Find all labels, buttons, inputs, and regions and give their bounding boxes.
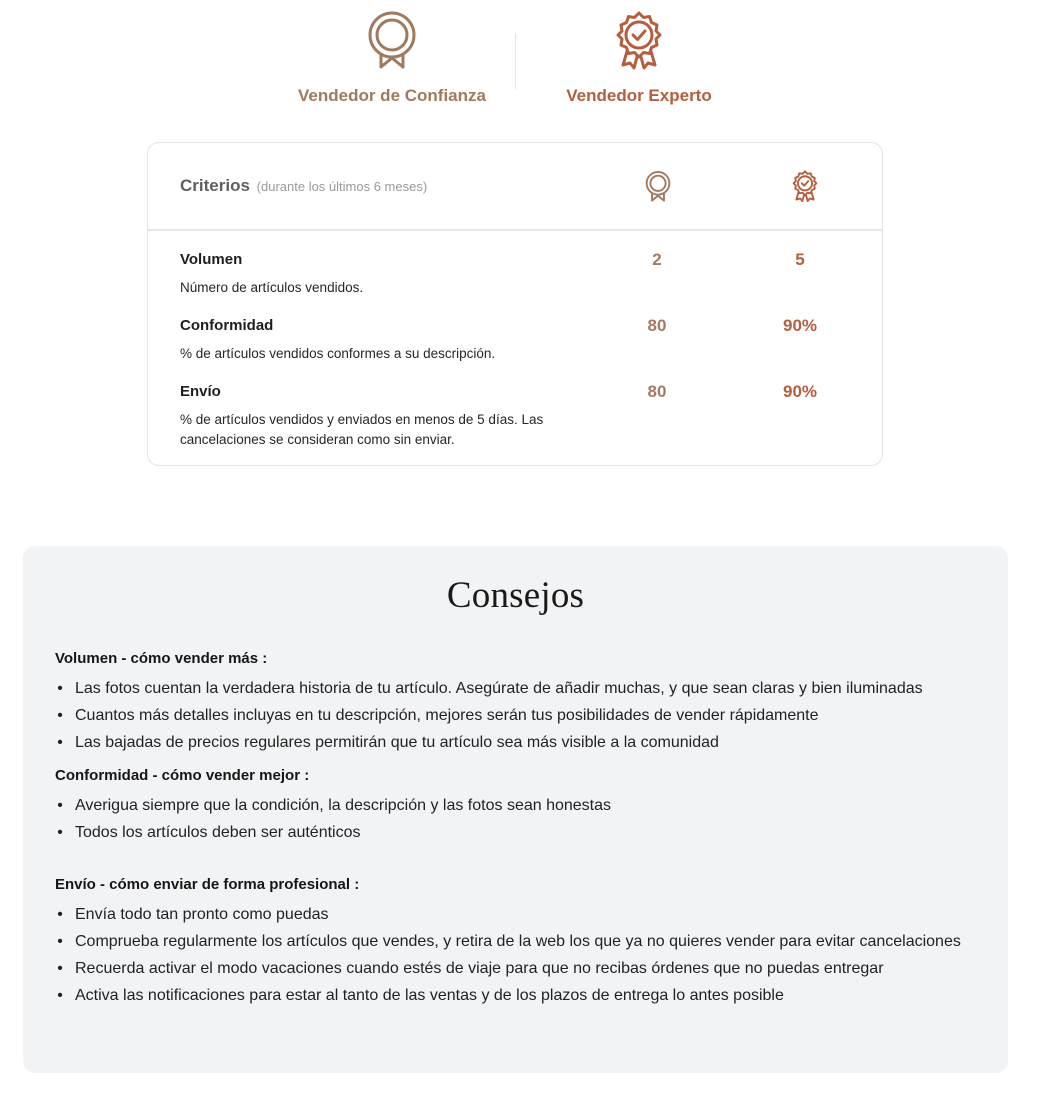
bullet-icon: • xyxy=(57,824,63,841)
criteria-row-conformity xyxy=(180,317,870,364)
list-item-text: Averigua siempre que la condición, la descripción y las fotos sean honestas xyxy=(75,797,612,814)
tips-section-title: Conformidad - cómo vender mejor : xyxy=(55,767,310,784)
criteria-value-expert: 5 xyxy=(795,250,805,269)
bullet-icon: • xyxy=(57,734,63,751)
badge-expert-label: Vendedor Experto xyxy=(566,86,712,105)
bullet-icon: • xyxy=(57,797,63,814)
criteria-value-expert: 90% xyxy=(782,316,818,335)
list-item-text: Activa las notificaciones para estar al tanto de las ventas y de los plazos de entrega lo antes posible xyxy=(75,987,784,1004)
criteria-table xyxy=(147,142,883,466)
list-item xyxy=(55,677,976,700)
criteria-row-name: Conformidad xyxy=(180,317,274,334)
criteria-row-volume xyxy=(180,251,870,298)
tips-list xyxy=(55,903,976,1007)
list-item xyxy=(55,821,976,844)
tips-section-conformity xyxy=(55,767,976,844)
tips-section-title: Envío - cómo enviar de forma profesional : xyxy=(55,876,360,893)
criteria-value-expert: 90% xyxy=(782,382,818,401)
list-item xyxy=(55,930,976,953)
badge-trusted-label: Vendedor de Confianza xyxy=(298,86,486,105)
tips-section-title: Volumen - cómo vender más : xyxy=(55,650,268,667)
seller-badges xyxy=(0,10,1031,106)
badge-trusted-seller xyxy=(269,10,515,106)
criteria-row-shipping xyxy=(180,383,870,450)
criteria-value-trusted: 80 xyxy=(647,316,667,335)
tips-section-volume xyxy=(55,650,976,754)
tips-title: Consejos xyxy=(446,575,585,616)
criteria-title-text: Criterios xyxy=(180,176,250,195)
criteria-row-name: Envío xyxy=(180,383,221,400)
bullet-icon: • xyxy=(57,960,63,977)
list-item xyxy=(55,731,976,754)
tips-panel xyxy=(23,546,1008,1073)
list-item-text: Cuantos más detalles incluyas en tu descripción, mejores serán tus posibilidades de vender rápidamente xyxy=(75,707,819,724)
list-item xyxy=(55,957,976,980)
list-item-text: Comprueba regularmente los artículos que vendes, y retira de la web los que ya no quieres vender para evitar cancelaciones xyxy=(75,933,961,950)
tips-section-shipping xyxy=(55,876,976,1007)
list-item-text: Envía todo tan pronto como puedas xyxy=(75,906,329,923)
list-item-text: Las fotos cuentan la verdadera historia de tu artículo. Asegúrate de añadir muchas, y que sean claras y bien iluminadas xyxy=(75,680,923,697)
criteria-title xyxy=(180,176,427,196)
criteria-subtitle: (durante los últimos 6 meses) xyxy=(256,179,428,194)
criteria-value-trusted: 80 xyxy=(647,382,667,401)
bullet-icon: • xyxy=(57,680,63,697)
criteria-row-description: % de artículos vendidos y enviados en menos de 5 días. Las cancelaciones se consideran como sin enviar. xyxy=(180,412,544,447)
ribbon-medal-icon xyxy=(368,10,416,70)
list-item xyxy=(55,794,976,817)
bullet-icon: • xyxy=(57,987,63,1004)
criteria-row-name: Volumen xyxy=(180,251,243,268)
bullet-icon: • xyxy=(57,933,63,950)
tips-list xyxy=(55,794,976,844)
ribbon-medal-check-icon xyxy=(792,169,818,203)
badge-expert-seller xyxy=(516,10,762,106)
bullet-icon: • xyxy=(57,906,63,923)
list-item xyxy=(55,704,976,727)
criteria-header xyxy=(148,143,882,231)
list-item-text: Recuerda activar el modo vacaciones cuando estés de viaje para que no recibas órdenes que no puedas entregar xyxy=(75,960,884,977)
list-item-text: Las bajadas de precios regulares permitirán que tu artículo sea más visible a la comunidad xyxy=(75,734,719,751)
list-item xyxy=(55,984,976,1007)
list-item-text: Todos los artículos deben ser auténticos xyxy=(75,824,361,841)
ribbon-medal-icon xyxy=(645,169,671,203)
tips-list xyxy=(55,677,976,754)
list-item xyxy=(55,903,976,926)
ribbon-medal-check-icon xyxy=(615,10,663,70)
bullet-icon: • xyxy=(57,707,63,724)
criteria-row-description: Número de artículos vendidos. xyxy=(180,280,364,295)
criteria-value-trusted: 2 xyxy=(652,250,662,269)
criteria-row-description: % de artículos vendidos conformes a su descripción. xyxy=(180,346,496,361)
